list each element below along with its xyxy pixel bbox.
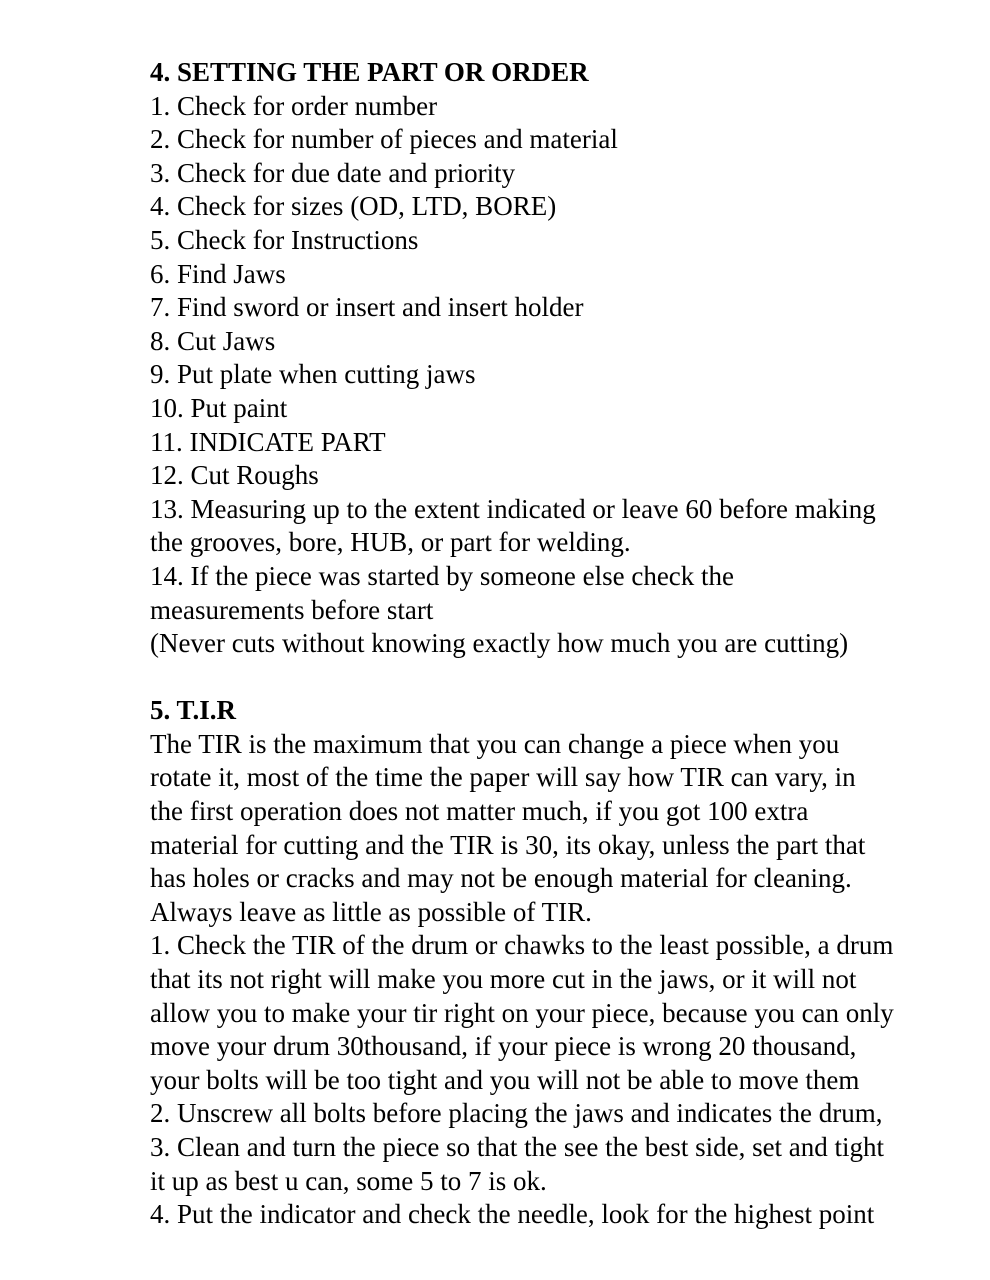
- section-5-line: move your drum 30thousand, if your piece is wrong 20 thousand,: [150, 1031, 857, 1062]
- section-4-line: 10. Put paint: [150, 392, 288, 423]
- section-5-line: allow you to make your tir right on your piece, because you can only: [150, 997, 894, 1028]
- section-4-line: 7. Find sword or insert and insert holder: [150, 292, 584, 323]
- section-5-line: your bolts will be too tight and you will not be able to move them: [150, 1064, 860, 1095]
- section-4-line: 5. Check for Instructions: [150, 224, 419, 255]
- section-5-line: material for cutting and the TIR is 30, its okay, unless the part that: [150, 829, 866, 860]
- section-5-line: the first operation does not matter much, if you got 100 extra: [150, 796, 809, 827]
- section-4-line: measurements before start: [150, 594, 434, 625]
- section-4-heading: 4. SETTING THE PART OR ORDER: [150, 57, 589, 87]
- section-4-line: 1. Check for order number: [150, 90, 438, 121]
- section-5-line: that its not right will make you more cut in the jaws, or it will not: [150, 964, 857, 995]
- section-5-line: 3. Clean and turn the piece so that the see the best side, set and tight: [150, 1132, 885, 1162]
- section-4-line: 8. Cut Jaws: [150, 325, 276, 356]
- section-5-line: has holes or cracks and may not be enough material for cleaning.: [150, 863, 852, 894]
- section-4-body: [150, 90, 970, 661]
- section-5-line: The TIR is the maximum that you can change a piece when you: [150, 728, 840, 759]
- section-5-line: 1. Check the TIR of the drum or chawks to the least possible, a drum: [150, 930, 894, 961]
- section-4-line: 9. Put plate when cutting jaws: [150, 359, 476, 390]
- section-4-line: (Never cuts without knowing exactly how much you are cutting): [150, 628, 849, 659]
- section-4-line: 6. Find Jaws: [150, 258, 286, 289]
- section-4-line: 2. Check for number of pieces and material: [150, 124, 618, 155]
- section-5-line: 2. Unscrew all bolts before placing the jaws and indicates the drum,: [150, 1098, 883, 1129]
- section-5-heading: 5. T.I.R: [150, 695, 237, 726]
- section-4-line: 4. Check for sizes (OD, LTD, BORE): [150, 191, 557, 222]
- section-5-line: rotate it, most of the time the paper will say how TIR can vary, in: [150, 762, 856, 793]
- section-5-line: it up as best u can, some 5 to 7 is ok.: [150, 1165, 547, 1196]
- section-spacer: [150, 661, 970, 695]
- section-4-line: 11. INDICATE PART: [150, 426, 386, 457]
- section-4-line: the grooves, bore, HUB, or part for welding.: [150, 527, 631, 558]
- section-4-line: 14. If the piece was started by someone else check the: [150, 560, 735, 591]
- section-5-body: [150, 728, 970, 1232]
- section-5-line: 4. Put the indicator and check the needle, look for the highest point: [150, 1199, 875, 1230]
- section-5-line: Always leave as little as possible of TIR.: [150, 896, 592, 927]
- section-4-line: 12. Cut Roughs: [150, 460, 319, 491]
- section-4-line: 3. Check for due date and priority: [150, 157, 516, 188]
- section-4-line: 13. Measuring up to the extent indicated or leave 60 before making: [150, 493, 876, 524]
- document-page: [150, 56, 970, 1232]
